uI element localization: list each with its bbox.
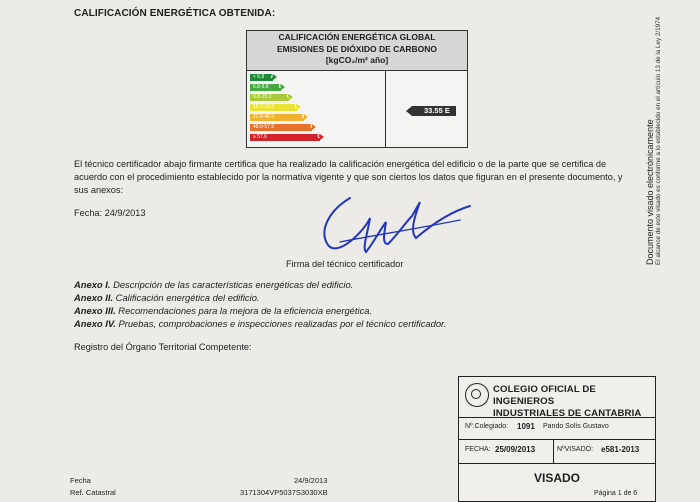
- rating-value-indicator: 33.55 E: [412, 106, 456, 116]
- annex-2: Anexo II. Calificación energética del edificio.: [74, 292, 260, 303]
- rating-title-line1: CALIFICACIÓN ENERGÉTICA GLOBAL: [278, 32, 436, 42]
- annex-4: Anexo IV. Pruebas, comprobaciones e inspecciones realizadas por el técnico certificador.: [74, 318, 447, 329]
- rating-header: [247, 31, 467, 71]
- side-visado-note: Documento visado electrónicamente El alcance de este visado es conforme a lo establecido en el artículo 13 de la Ley 2/1974: [645, 16, 662, 265]
- energy-rating-box: [246, 30, 468, 148]
- visado-label: VISADO: [533, 471, 580, 485]
- rating-band-g: ≥ 57.6 G: [250, 134, 320, 141]
- rating-scale: [247, 70, 386, 147]
- visado-stamp: [458, 376, 656, 502]
- footer-fecha-label: Fecha: [70, 476, 91, 485]
- rating-band-a: < 6.8 A: [250, 74, 273, 81]
- footer-ref-value: 3171304VP5037S3030XB: [240, 488, 328, 497]
- fecha-visado-row: FECHA: 25/09/2013 NºVISADO: e581-2013: [459, 439, 655, 464]
- footer-fecha-value: 24/9/2013: [294, 476, 328, 485]
- certification-paragraph: El técnico certificador abajo firmante certifica que ha realizado la calificación energética del edificio o de la parte que se certifica de acuerdo con el procedimiento establecido por la normativa vigente y que son ciertos los datos que figuran en el presente documento, y sus anexos:: [74, 159, 623, 195]
- section-title: CALIFICACIÓN ENERGÉTICA OBTENIDA:: [74, 8, 276, 19]
- rating-band-f: 48.0-57.6 F: [250, 124, 312, 131]
- rating-title-line2: EMISIONES DE DIÓXIDO DE CARBONO: [276, 43, 438, 54]
- rating-band-b: 6.8-9.8 B: [250, 84, 281, 91]
- rating-unit: [kgCO₂/m² año]: [325, 55, 389, 65]
- annex-1: Anexo I. Descripción de las características energéticas del edificio.: [74, 279, 354, 290]
- certification-date: Fecha: 24/9/2013: [74, 208, 146, 218]
- registro-label: Registro del Órgano Territorial Competente:: [74, 342, 252, 352]
- rating-band-d: 15.2-23.8 D: [250, 104, 297, 111]
- college-name: COLEGIO OFICIAL DE INGENIEROS INDUSTRIALES DE CANTABRIA: [493, 384, 642, 419]
- annex-3: Anexo III. Recomendaciones para la mejora de la eficiencia energética.: [74, 305, 373, 316]
- signature-label: Firma del técnico certificador: [286, 259, 404, 269]
- rating-band-c: 9.8-15.2 C: [250, 94, 289, 101]
- signature-icon: [310, 190, 480, 270]
- footer-ref-label: Ref. Catastral: [70, 488, 116, 497]
- page-number: Página 1 de 6: [594, 490, 638, 497]
- colegiado-row: Nº.Colegiado: 1091 Pando Solís Gustavo: [459, 417, 655, 440]
- rating-band-e: 23.8-48.0 E: [250, 114, 304, 121]
- college-seal-icon: [465, 383, 489, 407]
